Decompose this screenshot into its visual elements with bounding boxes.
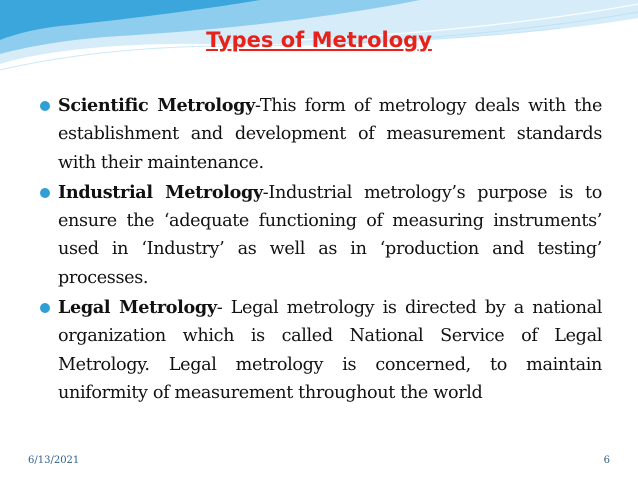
- bullet-dot-icon: [40, 303, 50, 313]
- bullet-list: [40, 92, 602, 409]
- bullet-text: -Industrial metrology’s purpose is to ensure the ‘adequate functioning of measuring instruments’ used in ‘Industry’ as well as in ‘production and testing’ processes.: [58, 182, 602, 288]
- bullet-dot-icon: [40, 101, 50, 111]
- footer-page-number: 6: [603, 455, 610, 466]
- slide-title: Types of Metrology: [206, 28, 432, 52]
- bullet-text: -This form of metrology deals with the establishment and development of measurement standards with their maintenance.: [58, 96, 603, 173]
- bullet-text: - Legal metrology is directed by a national organization which is called National Service of Legal Metrology. Legal metrology is concerned, to maintain uniformity of measurement throughout the world: [58, 298, 602, 403]
- bullet-item-industrial: [40, 179, 602, 292]
- footer-date: 6/13/2021: [28, 455, 80, 466]
- bullet-term: Scientific Metrology: [58, 95, 255, 116]
- bullet-item-legal: [40, 294, 602, 407]
- bullet-item-scientific: [40, 92, 602, 177]
- bullet-term: Legal Metrology: [58, 297, 217, 319]
- bullet-term: Industrial Metrology: [58, 181, 263, 203]
- bullet-dot-icon: [40, 188, 50, 198]
